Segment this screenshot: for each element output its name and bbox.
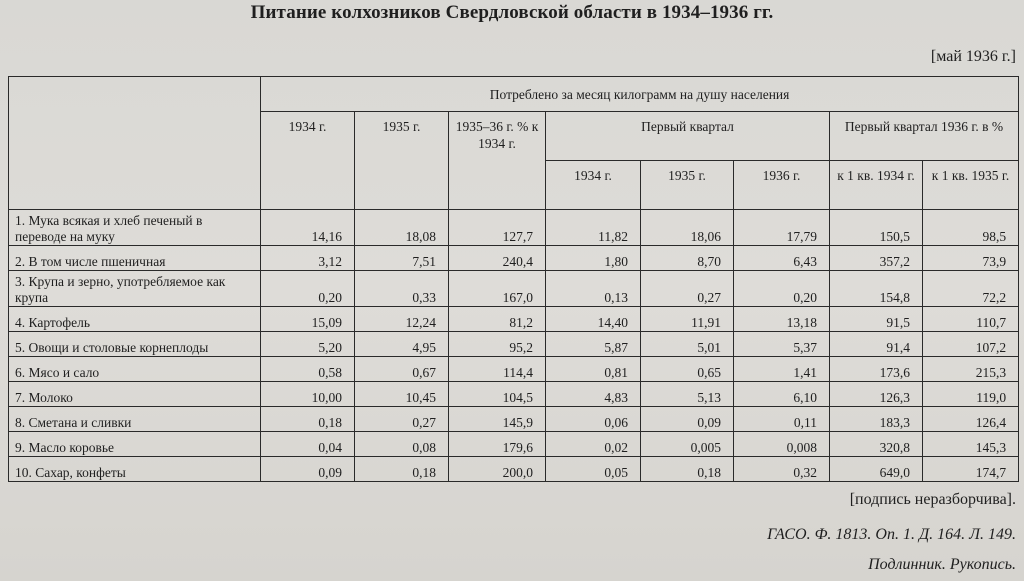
- header-1934: 1934 г.: [261, 112, 355, 210]
- table-row: [9, 210, 1019, 246]
- table-row: [9, 457, 1019, 482]
- row-value: 0,18: [641, 457, 734, 482]
- row-value: 5,37: [734, 332, 830, 357]
- row-value: 6,43: [734, 246, 830, 271]
- row-value: 114,4: [449, 357, 546, 382]
- document-title: Питание колхозников Свердловской области в 1934–1936 гг.: [250, 2, 774, 23]
- row-value: 0,09: [261, 457, 355, 482]
- table-row: [9, 271, 1019, 307]
- row-value: 107,2: [923, 332, 1019, 357]
- row-value: 126,3: [830, 382, 923, 407]
- header-q1-1935: 1935 г.: [641, 161, 734, 210]
- row-value: 240,4: [449, 246, 546, 271]
- archive-reference: ГАСО. Ф. 1813. Оп. 1. Д. 164. Л. 149.: [767, 526, 1016, 543]
- header-group: Потреблено за месяц килограмм на душу населения: [261, 77, 1019, 112]
- row-value: 5,87: [546, 332, 641, 357]
- row-value: 183,3: [830, 407, 923, 432]
- table-row: [9, 407, 1019, 432]
- table-row: [9, 382, 1019, 407]
- row-label: 4. Картофель: [9, 307, 261, 332]
- row-value: 200,0: [449, 457, 546, 482]
- row-value: 3,12: [261, 246, 355, 271]
- row-value: 5,20: [261, 332, 355, 357]
- row-value: 0,05: [546, 457, 641, 482]
- row-value: 4,83: [546, 382, 641, 407]
- row-value: 91,5: [830, 307, 923, 332]
- row-value: 0,09: [641, 407, 734, 432]
- row-value: 4,95: [355, 332, 449, 357]
- row-value: 0,20: [261, 271, 355, 307]
- consumption-table: [8, 76, 1019, 482]
- row-label: 3. Крупа и зерно, употребляемое как крупа: [9, 271, 261, 307]
- original-note: Подлинник. Рукопись.: [868, 556, 1016, 573]
- row-value: 12,24: [355, 307, 449, 332]
- row-label: 10. Сахар, конфеты: [9, 457, 261, 482]
- row-value: 145,3: [923, 432, 1019, 457]
- row-value: 215,3: [923, 357, 1019, 382]
- header-q1-pct: Первый квартал 1936 г. в %: [830, 112, 1019, 161]
- row-value: 5,13: [641, 382, 734, 407]
- row-value: 15,09: [261, 307, 355, 332]
- row-value: 0,18: [261, 407, 355, 432]
- row-value: 0,13: [546, 271, 641, 307]
- table-row: [9, 246, 1019, 271]
- row-value: 649,0: [830, 457, 923, 482]
- row-value: 0,81: [546, 357, 641, 382]
- row-value: 0,02: [546, 432, 641, 457]
- table-row: [9, 307, 1019, 332]
- row-value: 14,40: [546, 307, 641, 332]
- row-value: 119,0: [923, 382, 1019, 407]
- row-value: 5,01: [641, 332, 734, 357]
- row-value: 0,20: [734, 271, 830, 307]
- row-value: 145,9: [449, 407, 546, 432]
- row-value: 81,2: [449, 307, 546, 332]
- header-pct-1935: к 1 кв. 1935 г.: [923, 161, 1019, 210]
- row-value: 73,9: [923, 246, 1019, 271]
- row-value: 0,33: [355, 271, 449, 307]
- table-row: [9, 332, 1019, 357]
- row-value: 13,18: [734, 307, 830, 332]
- row-value: 17,79: [734, 210, 830, 246]
- row-value: 0,06: [546, 407, 641, 432]
- row-value: 110,7: [923, 307, 1019, 332]
- row-label: 8. Сметана и сливки: [9, 407, 261, 432]
- table-row: [9, 432, 1019, 457]
- row-value: 173,6: [830, 357, 923, 382]
- row-value: 18,08: [355, 210, 449, 246]
- row-value: 127,7: [449, 210, 546, 246]
- signature-note: [подпись неразборчива].: [849, 491, 1016, 508]
- row-value: 11,82: [546, 210, 641, 246]
- header-pct-1934: к 1 кв. 1934 г.: [830, 161, 923, 210]
- row-value: 7,51: [355, 246, 449, 271]
- header-1935: 1935 г.: [355, 112, 449, 210]
- row-value: 0,08: [355, 432, 449, 457]
- row-label: 7. Молоко: [9, 382, 261, 407]
- row-value: 1,80: [546, 246, 641, 271]
- header-q1-1936: 1936 г.: [734, 161, 830, 210]
- row-value: 14,16: [261, 210, 355, 246]
- row-label: 5. Овощи и столовые корнеплоды: [9, 332, 261, 357]
- row-value: 91,4: [830, 332, 923, 357]
- row-value: 0,005: [641, 432, 734, 457]
- row-label: 9. Масло коровье: [9, 432, 261, 457]
- row-value: 0,04: [261, 432, 355, 457]
- row-value: 95,2: [449, 332, 546, 357]
- row-label: 2. В том числе пшеничная: [9, 246, 261, 271]
- row-value: 10,45: [355, 382, 449, 407]
- row-label: 6. Мясо и сало: [9, 357, 261, 382]
- row-value: 0,18: [355, 457, 449, 482]
- row-value: 0,27: [355, 407, 449, 432]
- table-row: [9, 357, 1019, 382]
- row-value: 104,5: [449, 382, 546, 407]
- row-value: 72,2: [923, 271, 1019, 307]
- row-value: 6,10: [734, 382, 830, 407]
- row-value: 154,8: [830, 271, 923, 307]
- header-blank-cell: [9, 77, 261, 210]
- row-value: 0,58: [261, 357, 355, 382]
- row-value: 10,00: [261, 382, 355, 407]
- row-value: 174,7: [923, 457, 1019, 482]
- document-date: [май 1936 г.]: [930, 48, 1016, 65]
- row-value: 0,67: [355, 357, 449, 382]
- row-value: 98,5: [923, 210, 1019, 246]
- row-value: 320,8: [830, 432, 923, 457]
- header-q1-1934: 1934 г.: [546, 161, 641, 210]
- row-value: 1,41: [734, 357, 830, 382]
- row-value: 0,11: [734, 407, 830, 432]
- row-value: 8,70: [641, 246, 734, 271]
- row-value: 357,2: [830, 246, 923, 271]
- row-value: 179,6: [449, 432, 546, 457]
- header-q1: Первый квартал: [546, 112, 830, 161]
- row-value: 0,65: [641, 357, 734, 382]
- row-value: 150,5: [830, 210, 923, 246]
- row-value: 0,27: [641, 271, 734, 307]
- row-value: 18,06: [641, 210, 734, 246]
- row-value: 11,91: [641, 307, 734, 332]
- row-value: 126,4: [923, 407, 1019, 432]
- header-pct: 1935–36 г. % к 1934 г.: [449, 112, 546, 210]
- row-value: 0,32: [734, 457, 830, 482]
- row-value: 167,0: [449, 271, 546, 307]
- row-value: 0,008: [734, 432, 830, 457]
- row-label: 1. Мука всякая и хлеб печеный в переводе на муку: [9, 210, 261, 246]
